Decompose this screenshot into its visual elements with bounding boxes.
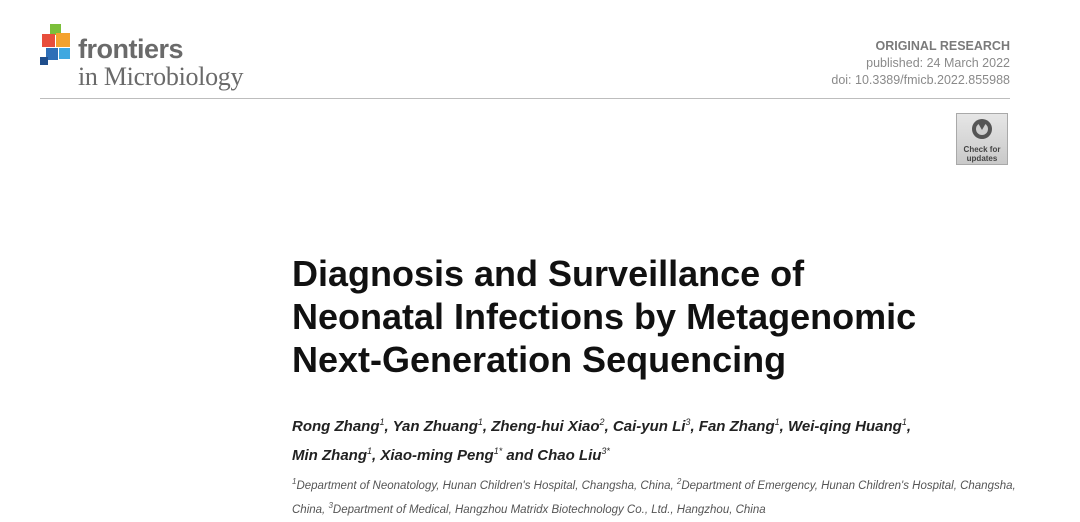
author-affiliation-ref: 1* [493,446,503,456]
affiliation-text: Department of Neonatology, Hunan Children's Hospital, Changsha, China, [296,479,677,492]
affiliation-text: Department of Emergency, Hunan Children's Hospital, Changsha, China, [292,479,1016,516]
author-name[interactable]: Chao Liu [537,447,602,464]
author-name[interactable]: Wei-qing Huang [787,418,902,435]
journal-logo [40,24,280,96]
author-name[interactable]: Xiao-ming Peng [380,447,494,464]
title-line: Neonatal Infections by Metagenomic [292,296,917,337]
author-name[interactable]: Min Zhang [292,447,367,464]
author-affiliation-ref: 3* [601,446,610,456]
published-date: published: 24 March 2022 [866,56,1010,70]
affiliations [292,472,1032,520]
affiliation-number: 2 [676,477,682,486]
author-name[interactable]: Fan Zhang [698,418,775,435]
article-meta [831,38,1010,89]
title-line: Diagnosis and Surveillance of [292,253,805,294]
affiliation-number: 1 [292,477,297,486]
author-affiliation-ref: 1 [379,417,385,427]
check-for-updates-button[interactable] [956,113,1008,165]
logo-journal-name: in Microbiology [78,62,244,91]
author-list: Rong Zhang$^1$, Yan Zhuang$^1$, Zheng-hui Xiao$^2$, Cai-yun Li$^3$, Fan Zhang$^1$, Wei-qing Huang$^1$, Min Zhang$^1$, Xiao-ming Peng$^{1*}$ and Chao Liu$^{3*}$ [292,417,912,464]
author-name[interactable]: Zheng-hui Xiao [491,418,600,435]
title-line: Next-Generation Sequencing [292,339,787,380]
author-affiliation-ref: 1 [774,417,780,427]
article-type: ORIGINAL RESEARCH [875,39,1010,53]
author-name[interactable]: Rong Zhang [292,418,380,435]
article-title [292,252,1052,381]
author-joiner: and [506,447,534,464]
author-affiliation-ref: 2 [599,417,605,427]
logo-brand: frontiers [78,34,184,64]
affiliation-text: Department of Medical, Hangzhou Matridx Biotechnology Co., Ltd., Hangzhou, China [332,503,766,516]
header-divider [40,98,1010,99]
author-name[interactable]: Cai-yun Li [612,418,686,435]
doi[interactable]: doi: 10.3389/fmicb.2022.855988 [831,73,1010,87]
affiliation-number: 3 [328,500,333,510]
check-for-updates-icon [971,118,993,140]
author-affiliation-ref: 1 [367,446,373,456]
author-affiliation-ref: 1 [477,417,483,427]
check-for-updates-line2: updates [966,154,998,163]
author-affiliation-ref: 1 [901,417,907,427]
check-for-updates-line1: Check for [963,145,1001,154]
author-name[interactable]: Yan Zhuang [392,418,478,435]
frontiers-logo-icon [40,24,80,68]
author-affiliation-ref: 3 [685,417,691,427]
